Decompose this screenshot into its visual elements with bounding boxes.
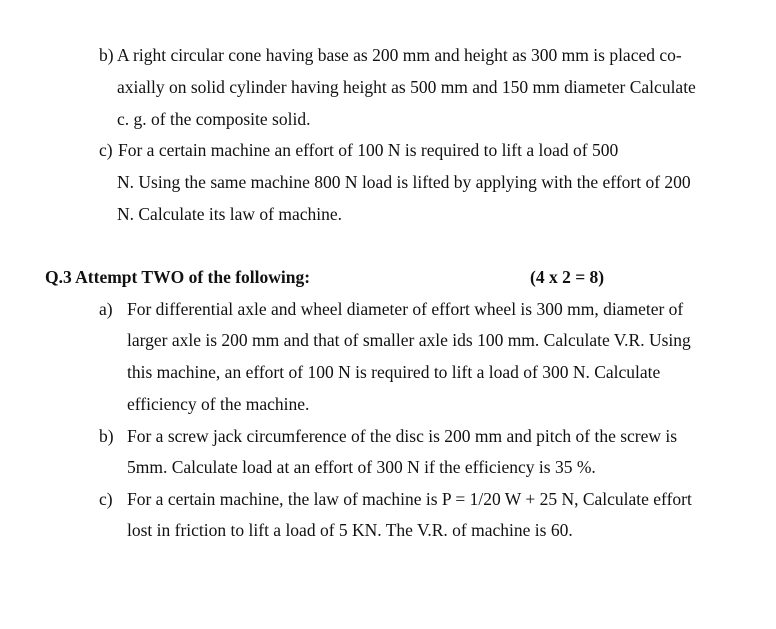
q3-b-line-2: 5mm. Calculate load at an effort of 300 N if the efficiency is 35 %. (127, 457, 596, 477)
q3-b-line-1: For a screw jack circumference of the disc is 200 mm and pitch of the screw is (127, 426, 678, 446)
q3-a-line-2: larger axle is 200 mm and that of smaller axle ids 100 mm. Calculate V.R. Using (127, 330, 691, 350)
q3-c-line-2: lost in friction to lift a load of 5 KN. The V.R. of machine is 60. (127, 520, 573, 540)
q3-heading: Q.3 Attempt TWO of the following: (45, 267, 311, 287)
q2-b-line-2: axially on solid cylinder having height as 500 mm and 150 mm diameter Calculate (117, 77, 696, 97)
q2-c-line-1: For a certain machine an effort of 100 N is required to lift a load of 500 (118, 140, 619, 160)
q3-a-line-4: efficiency of the machine. (127, 394, 310, 414)
q3-c-line-1: For a certain machine, the law of machine is P = 1/20 W + 25 N, Calculate effort (127, 489, 692, 509)
q3-b-marker: b) (99, 426, 114, 446)
q3-c-marker: c) (99, 489, 113, 509)
q2-c-line-3: N. Calculate its law of machine. (117, 204, 342, 224)
q3-a-line-1: For differential axle and wheel diameter of effort wheel is 300 mm, diameter of (127, 299, 684, 319)
q3-a-line-3: this machine, an effort of 100 N is required to lift a load of 300 N. Calculate (127, 362, 661, 382)
q2-c-marker: c) (99, 140, 113, 160)
q2-b-line-3: c. g. of the composite solid. (117, 109, 311, 129)
q3-marks: (4 x 2 = 8) (530, 267, 605, 287)
q2-b-marker: b) (99, 45, 114, 65)
q2-b-line-1: A right circular cone having base as 200 mm and height as 300 mm is placed co- (117, 45, 682, 65)
q3-a-marker: a) (99, 299, 113, 319)
q2-c-line-2: N. Using the same machine 800 N load is lifted by applying with the effort of 200 (117, 172, 691, 192)
